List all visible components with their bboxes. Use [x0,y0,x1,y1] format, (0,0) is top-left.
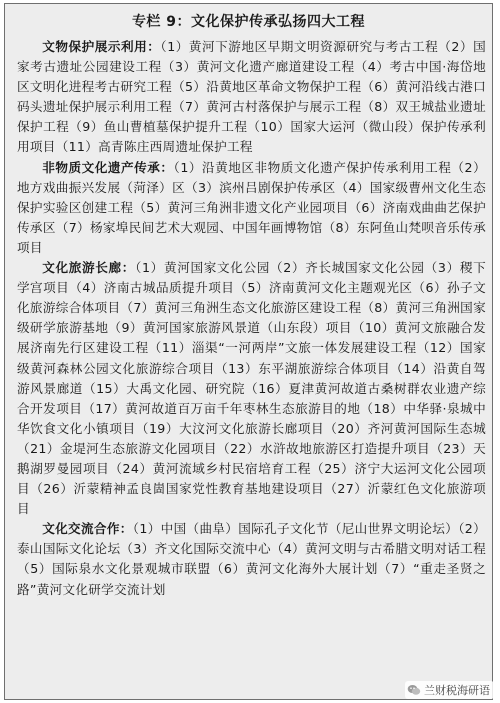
column-title: 专栏 9：文化保护传承弘扬四大工程 [131,14,366,30]
column-box [4,3,493,700]
section-body: （1）黄河下游地区早期文明资源研究与考古工程（2）国家考古遗址公园建设工程（3）黄河文化遗产廊道建设工程（4）考古中国·海岱地区文明化进程考古研究工程（5）沿黄地区革命文物保护工程（6）黄河沿线古港口码头遗址保护展示利用工程（7）黄河古村落保护与展示工程（8）双王城盐业遗址保护工程（9）鱼山曹植墓保护提升工程（10）国家大运河（微山段）保护传承利用项目（11）高青陈庄西周遗址保护工程 [17,39,487,155]
section-cultural-tourism [17,258,486,519]
section-intangible-heritage [17,158,486,258]
section-cultural-exchange [17,519,486,599]
section-heading: 文化旅游长廊： [42,260,136,276]
section-heading: 文化交流合作： [42,521,133,537]
section-heading: 非物质文化遗产传承： [42,159,174,175]
section-body: （1）黄河国家文化公园（2）齐长城国家文化公园（3）稷下学宫项目（4）济南古城品质提升项目（5）济南黄河文化主题观光区（6）孙子文化旅游综合体项目（7）黄河三角洲生态文化旅游区建设工程（8）黄河三角洲国家级研学旅游基地（9）黄河国家旅游风景道（山东段）项目（10）黄河文旅融合发展济南先行区建设工程（11）淄渠“一河两岸”文旅一体发展建设工程（12）国家级黄河森林公园文化旅游综合项目（13）东平湖旅游综合体项目（14）沿黄自驾游风景廊道（15）大禹文化园、研究院（16）夏津黄河故道古桑树群农业遗产综合开发项目（17）黄河故道百万亩千年枣林生态旅游目的地（18）中华驿·泉城中华饮食文化小镇项目（19）大汶河文化旅游长廊项目（20）齐河黄河国际生态城（21）金堤河生态旅游文化园项目（22）水浒故地旅游区打造提升项目（23）天鹅湖罗曼园项目（24）黄河流域乡村民宿培育工程（25）济宁大运河文化公园项目（26）沂蒙精神孟良崮国家党性教育基地建设项目（27）沂蒙红色文化旅游项目 [17,260,486,517]
section-body: （1）沿黄地区非物质文化遗产保护传承利用工程（2）地方戏曲振兴发展（菏泽）区（3）滨州吕剧保护传承区（4）国家级曹州文化生态保护实验区创建工程（5）黄河三角洲非遗文化产业园项目（6）济南戏曲曲艺保护传承区（7）杨家埠民间艺术大观园、中国年画博物馆（8）东阿鱼山梵呗音乐传承项目 [17,159,487,255]
watermark-text: 兰财税海研语 [424,684,490,697]
section-relics [17,37,486,158]
section-body: （1）中国（曲阜）国际孔子文化节（尼山世界文明论坛）（2）泰山国际文化论坛（3）齐文化国际交流中心（4）黄河文明与古希腊文明对话工程（5）国际泉水文化景观城市联盟（6）黄河文化海外大展计划（7）“重走圣贤之路”黄河文化研学交流计划 [17,521,487,597]
section-heading: 文物保护展示利用： [42,39,161,54]
watermark [405,681,494,699]
wechat-icon [407,683,421,697]
